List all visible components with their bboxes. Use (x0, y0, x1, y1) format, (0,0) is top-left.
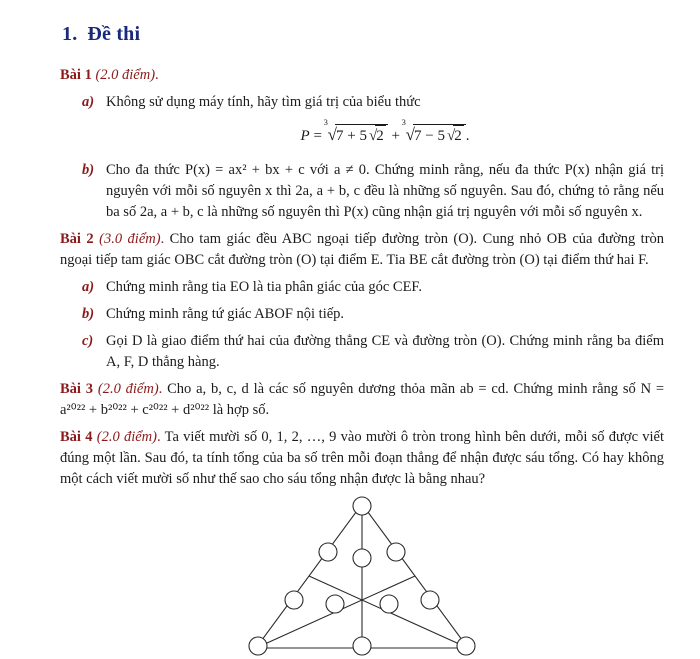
list-item (82, 92, 664, 148)
problem-2-parts (60, 277, 664, 373)
diagram-node (319, 543, 337, 561)
part-marker: a) (82, 94, 95, 111)
problem-3-heading (60, 379, 664, 421)
part-text: Chứng minh rằng tứ giác ABOF nội tiếp. (106, 305, 345, 322)
problem-2-tail: . (160, 230, 165, 247)
list-item (82, 160, 664, 223)
problem-4-points: (2.0 điểm) (96, 428, 157, 445)
problem-3-tail: . (158, 380, 163, 397)
problem-1-points: (2.0 điểm) (95, 67, 156, 83)
page-title (62, 20, 664, 49)
equation-P-cube-roots: P = 3 √7 + 5 √2 + 3 √7 − 5 √2 . (106, 123, 664, 148)
page-title-number: 1. (62, 23, 78, 45)
diagram-node (249, 637, 267, 655)
problem-1-parts (60, 92, 664, 223)
problem-2-points: (3.0 điểm) (99, 230, 161, 247)
list-item (82, 331, 664, 373)
problem-3-points: (2.0 điểm) (97, 380, 159, 397)
problem-4-heading (60, 427, 664, 490)
part-marker: c) (82, 332, 94, 349)
problem-4-tail: . (156, 428, 161, 445)
problem-4-intro: Ta viết mười số 0, 1, 2, …, 9 vào mười ô tròn trong hình bên dưới, mỗi số được viết đúng một lần. Sau đó, ta tính tổng của ba số trên mỗi đoạn thẳng để nhận được sáu tổng. Có hay không một cách viết mười số như thế sao cho sáu tổng nhận được là bằng nhau? (60, 428, 665, 487)
triangle-ten-circles-diagram (232, 496, 492, 656)
part-marker: b) (82, 161, 95, 178)
problem-2 (60, 229, 664, 373)
problem-3-label: Bài 3 (60, 380, 94, 397)
problem-3-intro: Cho a, b, c, d là các số nguyên dương thỏa mãn ab = cd. Chứng minh rằng số N = a²⁰²² + b²⁰²² + c²⁰²² + d²⁰²² là hợp số. (60, 380, 665, 418)
diagram-node (457, 637, 475, 655)
part-text: Chứng minh rằng tia EO là tia phân giác của góc CEF. (106, 278, 422, 295)
problem-3 (60, 379, 664, 421)
problem-4 (60, 427, 664, 490)
problem-2-label: Bài 2 (60, 230, 94, 247)
diagram-node (326, 595, 344, 613)
part-marker: b) (82, 305, 95, 322)
part-text: Cho đa thức P(x) = ax² + bx + c với a ≠ 0. Chứng minh rằng, nếu đa thức P(x) nhận giá trị nguyên với mỗi số nguyên x thì 2a, a + b, c đều là những số nguyên. Sau đó, chứng tỏ rằng nếu ba số 2a, a + b, c là những số nguyên thì P(x) cũng nhận giá trị nguyên với mỗi số nguyên x. (106, 161, 664, 220)
problem-2-intro: Cho tam giác đều ABC ngoại tiếp đường tròn (O). Cung nhỏ OB của đường tròn ngoại tiếp tam giác OBC cắt đường tròn (O) tại điểm E. Tia BE cắt đường tròn (O) tại điểm thứ hai F. (60, 230, 665, 268)
problem-1-label: Bài 1 (60, 67, 92, 83)
part-text: Gọi D là giao điểm thứ hai của đường thẳng CE và đường tròn (O). Chứng minh rằng ba điểm A, F, D thẳng hàng. (106, 332, 664, 370)
diagram-node (421, 591, 439, 609)
part-text: Không sử dụng máy tính, hãy tìm giá trị của biểu thức (106, 94, 421, 111)
diagram-node (285, 591, 303, 609)
page-title-text: Đề thi (87, 23, 141, 45)
problem-2-heading (60, 229, 664, 271)
diagram-svg (232, 496, 492, 656)
list-item (82, 304, 664, 325)
diagram-node (380, 595, 398, 613)
diagram-node (387, 543, 405, 561)
problem-1 (60, 65, 664, 223)
problem-1-heading (60, 65, 664, 86)
diagram-node (353, 497, 371, 515)
diagram-node (353, 549, 371, 567)
diagram-node (353, 637, 371, 655)
list-item (82, 277, 664, 298)
problem-4-label: Bài 4 (60, 428, 93, 445)
part-marker: a) (82, 278, 95, 295)
problem-1-tail: . (155, 67, 159, 83)
